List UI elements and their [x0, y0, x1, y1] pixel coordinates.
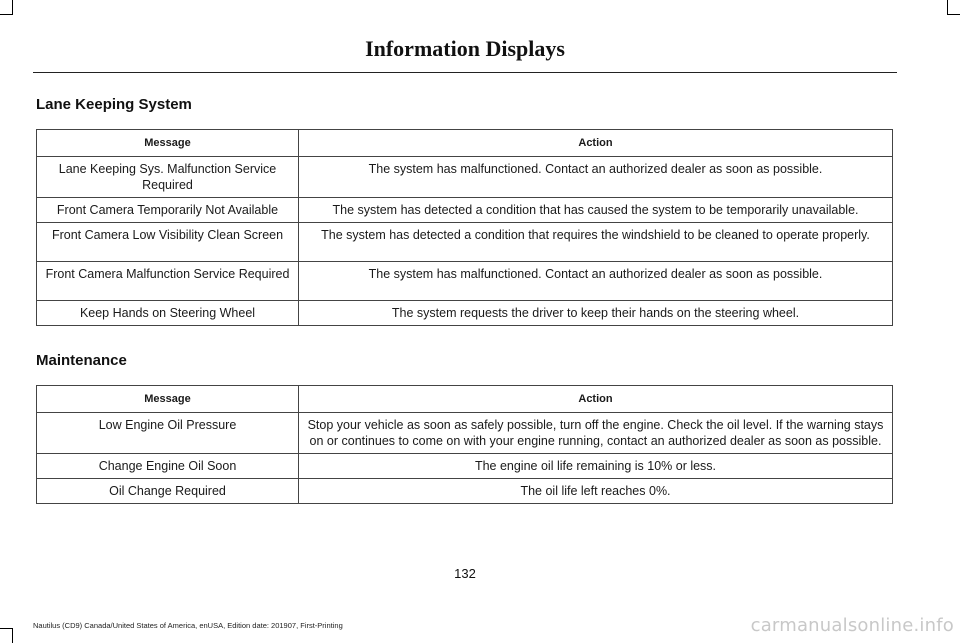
column-header-message: Message — [37, 130, 299, 157]
maintenance-table — [36, 385, 893, 504]
message-cell: Front Camera Malfunction Service Required — [37, 262, 299, 301]
table-header-row — [37, 386, 893, 413]
crop-mark — [947, 14, 960, 15]
table-row — [37, 413, 893, 454]
action-cell: The oil life left reaches 0%. — [299, 479, 893, 504]
action-cell: The system has detected a condition that has caused the system to be temporarily unavailable. — [299, 198, 893, 223]
message-cell: Front Camera Low Visibility Clean Screen — [37, 223, 299, 262]
section-heading-maintenance: Maintenance — [36, 352, 127, 369]
crop-mark — [12, 0, 13, 14]
table-row — [37, 157, 893, 198]
watermark: carmanualsonline.info — [750, 615, 954, 636]
table-row — [37, 454, 893, 479]
table-row — [37, 479, 893, 504]
action-cell: The system has malfunctioned. Contact an authorized dealer as soon as possible. — [299, 157, 893, 198]
action-cell: The engine oil life remaining is 10% or less. — [299, 454, 893, 479]
table-row — [37, 301, 893, 326]
action-cell: Stop your vehicle as soon as safely possible, turn off the engine. Check the oil level. If the warning stays on or continues to come on with your engine running, contact an authorized dealer as soon as possible. — [299, 413, 893, 454]
page-title: Information Displays — [365, 36, 565, 61]
action-cell: The system has detected a condition that requires the windshield to be cleaned to operate properly. — [299, 223, 893, 262]
crop-mark — [947, 0, 948, 14]
table-row — [37, 198, 893, 223]
action-cell: The system requests the driver to keep their hands on the steering wheel. — [299, 301, 893, 326]
message-cell: Front Camera Temporarily Not Available — [37, 198, 299, 223]
message-cell: Change Engine Oil Soon — [37, 454, 299, 479]
action-cell: The system has malfunctioned. Contact an authorized dealer as soon as possible. — [299, 262, 893, 301]
table-header-row — [37, 130, 893, 157]
table-row — [37, 262, 893, 301]
column-header-action: Action — [299, 130, 893, 157]
message-cell: Oil Change Required — [37, 479, 299, 504]
crop-mark — [0, 628, 13, 629]
section-heading-lane-keeping: Lane Keeping System — [36, 96, 192, 113]
title-divider — [33, 72, 897, 73]
column-header-message: Message — [37, 386, 299, 413]
lane-keeping-table — [36, 129, 893, 326]
page-number: 132 — [454, 566, 476, 581]
message-cell: Lane Keeping Sys. Malfunction Service Required — [37, 157, 299, 198]
crop-mark — [0, 14, 13, 15]
crop-mark — [12, 629, 13, 643]
message-cell: Low Engine Oil Pressure — [37, 413, 299, 454]
edition-footer: Nautilus (CD9) Canada/United States of America, enUSA, Edition date: 201907, First-Printing — [33, 621, 343, 630]
table-row — [37, 223, 893, 262]
message-cell: Keep Hands on Steering Wheel — [37, 301, 299, 326]
column-header-action: Action — [299, 386, 893, 413]
